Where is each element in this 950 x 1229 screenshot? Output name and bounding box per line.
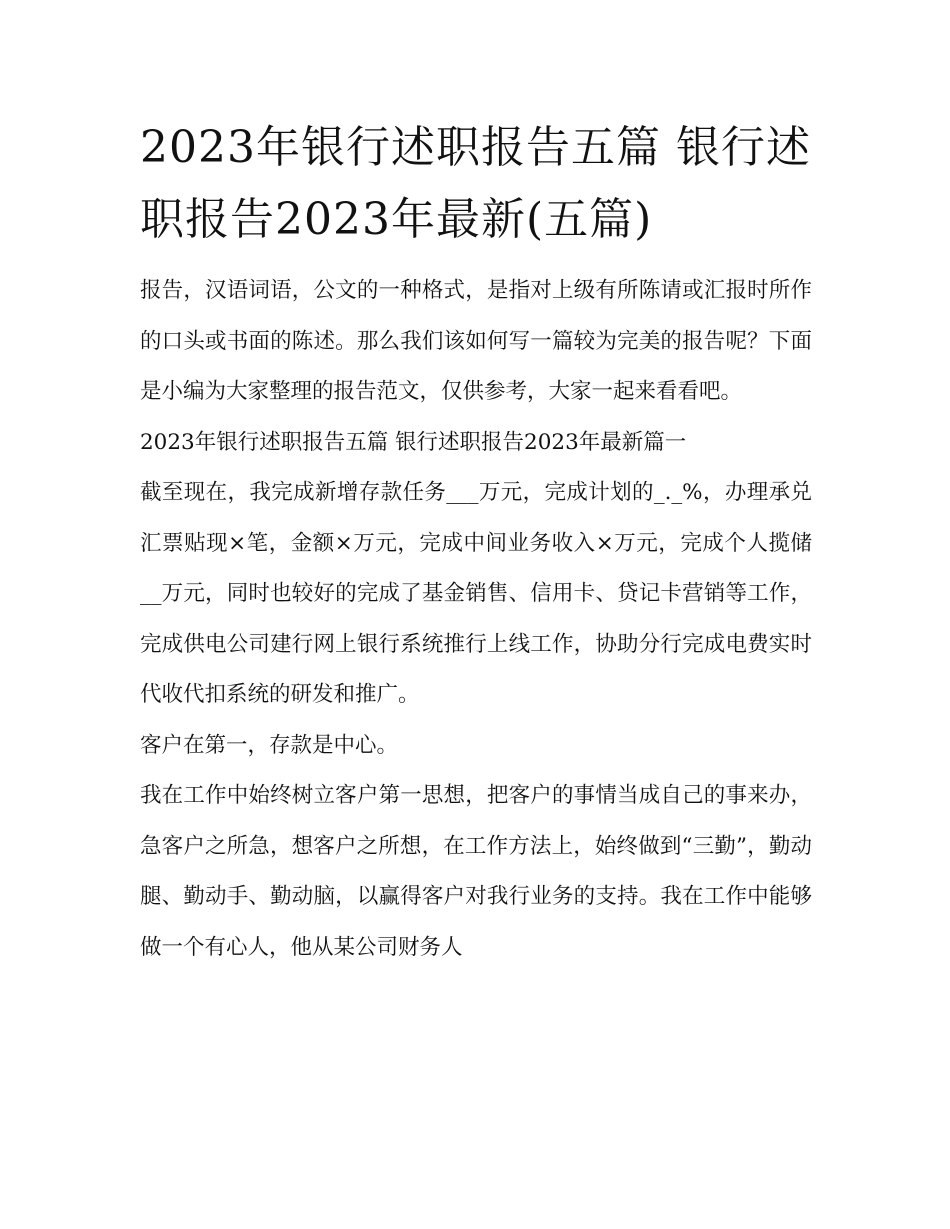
- document-body: [140, 266, 812, 973]
- document-page: [140, 112, 812, 973]
- body-paragraph: 截至现在，我完成新增存款任务___万元，完成计划的_._%，办理承兑汇票贴现×笔，金额×万元，完成中间业务收入×万元，完成个人揽储__万元，同时也较好的完成了基金销售、信用卡、贷记卡营销等工作，完成供电公司建行网上银行系统推行上线工作，协助分行完成电费实时代收代扣系统的研发和推广。: [140, 480, 812, 707]
- document-title: 2023年银行述职报告五篇 银行述职报告2023年最新(五篇): [140, 122, 811, 245]
- body-paragraph: 客户在第一，存款是中心。: [140, 732, 399, 758]
- body-paragraph: 我在工作中始终树立客户第一思想，把客户的事情当成自己的事来办，急客户之所急，想客户之所想，在工作方法上，始终做到“三勤”，勤动腿、勤动手、勤动脑，以赢得客户对我行业务的支持。我在工作中能够做一个有心人，他从某公司财务人: [140, 783, 812, 960]
- intro-paragraph: 报告，汉语词语，公文的一种格式，是指对上级有所陈请或汇报时所作的口头或书面的陈述。那么我们该如何写一篇较为完美的报告呢？下面是小编为大家整理的报告范文，仅供参考，大家一起来看看吧。: [140, 278, 812, 404]
- section-heading: 2023年银行述职报告五篇 银行述职报告2023年最新篇一: [140, 429, 687, 455]
